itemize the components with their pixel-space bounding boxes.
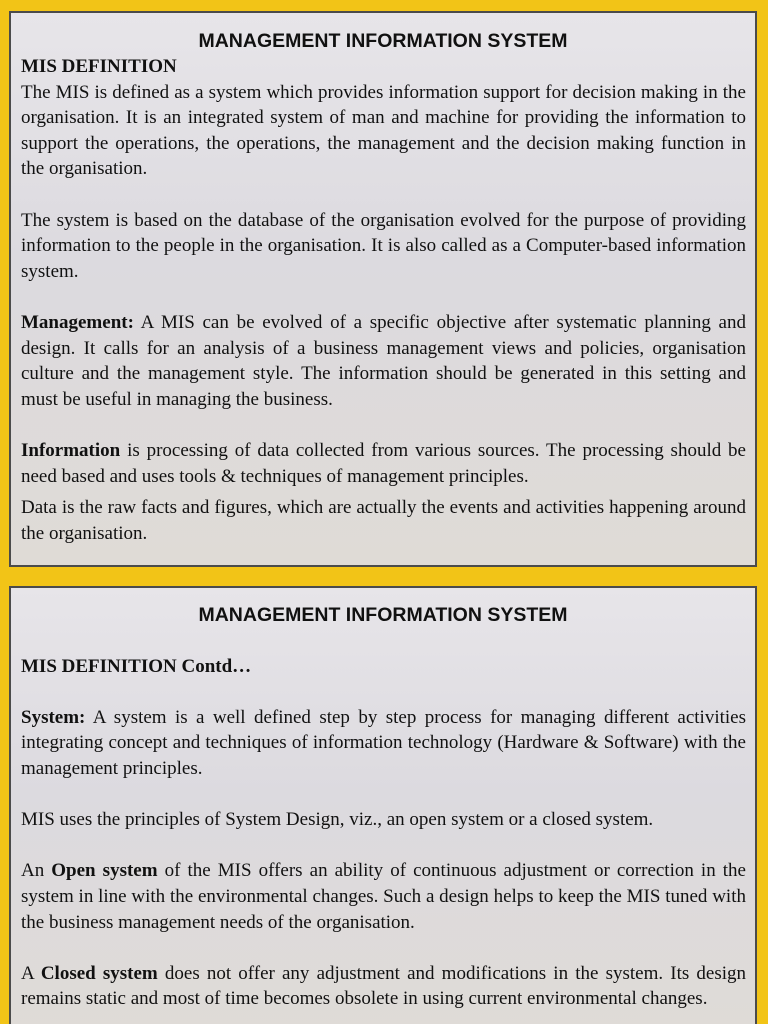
open-system-label: Open system [51, 860, 158, 882]
mis-definition-heading: MIS DEFINITION [21, 56, 177, 77]
slide-2 [9, 586, 757, 1024]
system-paragraph [21, 705, 746, 782]
open-prefix: An [21, 860, 52, 882]
closed-prefix: A [21, 962, 41, 984]
data-paragraph: Data is the raw facts and figures, which are actually the events and activities happening around the organisation. [21, 497, 746, 544]
open-system-text: of the MIS offers an ability of continuous adjustment or correction in the system in line with the environmental changes. Such a design helps to keep the MIS tuned with the business management needs of the organisation. [21, 860, 746, 933]
slide-2-title: MANAGEMENT INFORMATION SYSTEM [198, 604, 568, 626]
slide-1-body [11, 54, 755, 546]
open-system-paragraph [21, 858, 746, 935]
slide-2-body [11, 628, 755, 1012]
slide-1 [9, 11, 757, 567]
system-text: A system is a well defined step by step process for managing different activities integrating concept and techniques of information technology (Hardware & Software) with the management principles. [21, 706, 746, 779]
information-text: is processing of data collected from various sources. The processing should be need based and uses tools & techniques of management principles. [21, 439, 746, 487]
mis-definition-paragraph: The MIS is defined as a system which provides information support for decision making in the organisation. It is an integrated system of man and machine for providing the information to support the operations, the operations, the management and the decision making function in the organisation. [21, 81, 746, 180]
information-label: Information [21, 439, 121, 461]
mis-definition-contd-heading: MIS DEFINITION Contd… [21, 655, 252, 677]
principles-paragraph: MIS uses the principles of System Design, viz., an open system or a closed system. [21, 809, 654, 831]
information-paragraph [21, 438, 746, 489]
management-label: Management: [21, 311, 134, 333]
slide-1-title: MANAGEMENT INFORMATION SYSTEM [198, 30, 568, 52]
management-paragraph [21, 310, 746, 412]
system-label: System: [21, 706, 86, 728]
management-text: A MIS can be evolved of a specific objective after systematic planning and design. It calls for an analysis of a business management views and policies, organisation culture and the management style. The information should be generated in this setting and must be useful in managing the business. [21, 311, 746, 410]
closed-system-paragraph [21, 961, 746, 1012]
closed-system-text: does not offer any adjustment and modifications in the system. Its design remains static and most of time becomes obsolete in using current environmental changes. [21, 962, 746, 1010]
closed-system-label: Closed system [40, 962, 158, 984]
database-paragraph: The system is based on the database of the organisation evolved for the purpose of providing information to the people in the organisation. It is also called as a Computer-based information system. [21, 209, 746, 282]
